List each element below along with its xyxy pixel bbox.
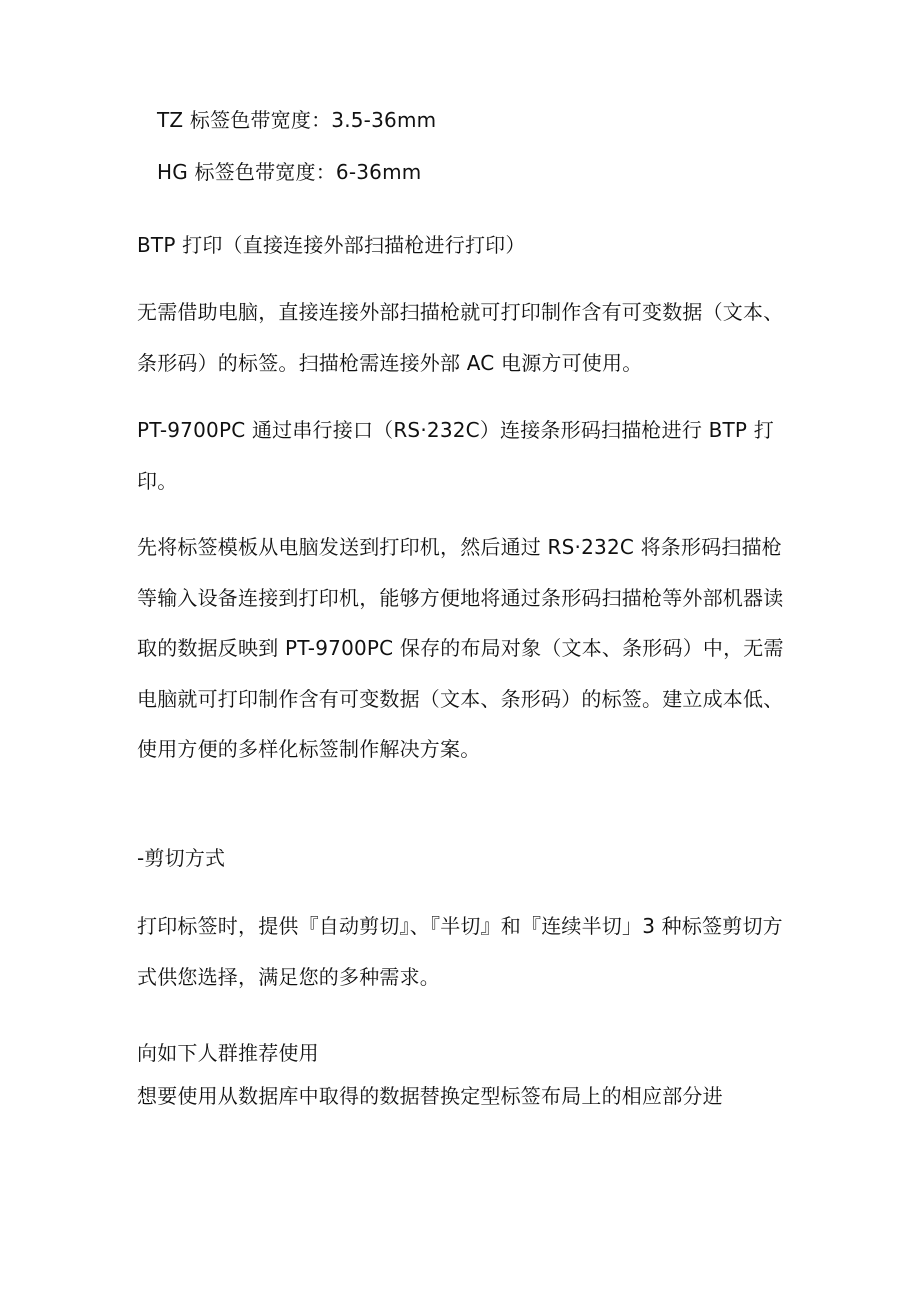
cut-heading: -剪切方式 [137,846,226,870]
btp-paragraph-2: PT-9700PC 通过串行接口（RS·232C）连接条形码扫描枪进行 BTP 打印。 [137,418,774,493]
recommend-heading: 向如下人群推荐使用 [137,1041,319,1065]
spec-hg-line: HG 标签色带宽度：6-36mm [157,160,422,184]
cut-paragraph: 打印标签时，提供『自动剪切』、『半切』和『连续半切」3 种标签剪切方式供您选择，满足您的多种需求。 [137,914,783,989]
btp-paragraph-1: 无需借助电脑，直接连接外部扫描枪就可打印制作含有可变数据（文本、条形码）的标签。扫描枪需连接外部 AC 电源方可使用。 [137,300,784,375]
spec-tz-line: TZ 标签色带宽度：3.5-36mm [157,108,437,132]
btp-paragraph-3: 先将标签模板从电脑发送到打印机，然后通过 RS·232C 将条形码扫描枪等输入设备连接到打印机，能够方便地将通过条形码扫描枪等外部机器读取的数据反映到 PT-9700PC 保存的布局对象（文本、条形码）中，无需电脑就可打印制作含有可变数据（文本、条形码）的标签。建立成本低、使用方便的多样化标签制作解决方案。 [137,535,784,761]
recommend-line: 想要使用从数据库中取得的数据替换定型标签布局上的相应部分进 [137,1084,723,1108]
btp-heading: BTP 打印（直接连接外部扫描枪进行打印） [137,233,526,257]
